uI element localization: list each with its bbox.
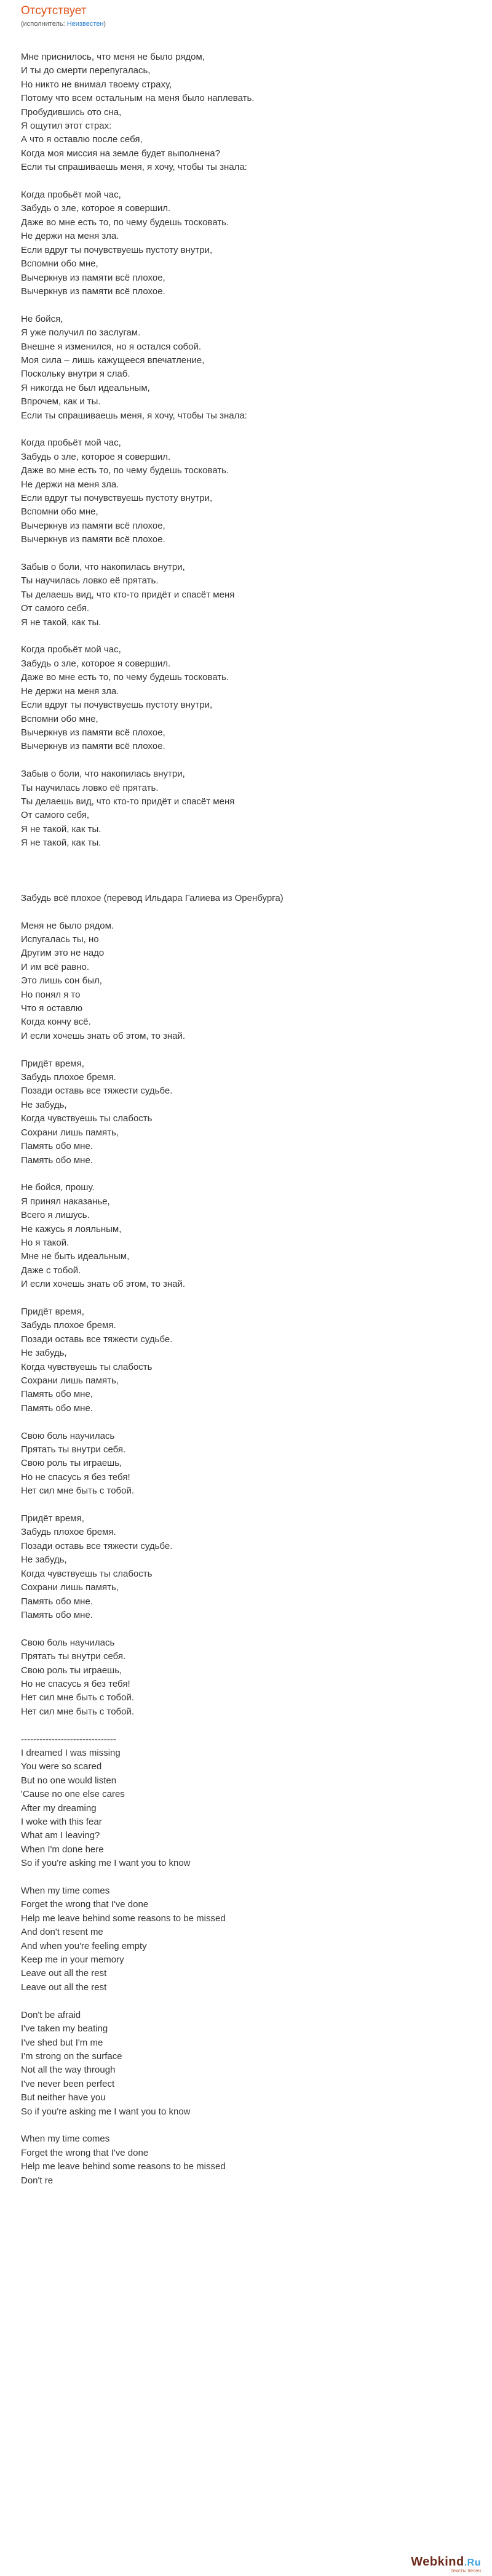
- song-header: [21, 4, 476, 29]
- logo-name: Webkind: [411, 2555, 464, 2569]
- logo-suffix: .Ru: [464, 2558, 481, 2568]
- logo-tagline: тексты песен: [451, 2568, 481, 2574]
- logo-wordmark: [411, 2555, 481, 2569]
- song-performer-line: [21, 20, 476, 29]
- lyrics-text: Мне приснилось, что меня не было рядом, И ты до смерти перепугалась, Но никто не внимал твоему страху, Потому что всем остальным на меня было наплевать. Пробудившись ото сна, Я ощутил этот страх: А что я оставлю после себя, Когда моя миссия на земле будет выполнена? Если ты спрашиваешь меня, я хочу, чтобы ты знала: Когда пробьёт мой час, Забудь о зле, которое я совершил. Даже во мне есть то, по чему будешь тосковать. Не держи на меня зла. Если вдруг ты почувствуешь пустоту внутри, Вспомни обо мне, Вычеркнув из памяти всё плохое, Вычеркнув из памяти всё плохое. Не бойся, Я уже получил по заслугам. Внешне я изменился, но я остался собой. Моя сила – лишь кажущееся впечатление, Поскольку внутри я слаб. Я никогда не был идеальным, Впрочем, как и ты. Если ты спрашиваешь меня, я хочу, чтобы ты знала: Когда пробьёт мой час, Забудь о зле, которое я совершил. Даже во мне есть то, по чему будешь тосковать. Не держи на меня зла. Если вдруг ты почувствуешь пустоту внутри, Вспомни обо мне, Вычеркнув из памяти всё плохое, Вычеркнув из памяти всё плохое. Забыв о боли, что накопилась внутри, Ты научилась ловко её прятать. Ты делаешь вид, что кто-то придёт и спасёт меня От самого себя. Я не такой, как ты. Когда пробьёт мой час, Забудь о зле, которое я совершил. Даже во мне есть то, по чему будешь тосковать. Не держи на меня зла. Если вдруг ты почувствуешь пустоту внутри, Вспомни обо мне, Вычеркнув из памяти всё плохое, Вычеркнув из памяти всё плохое. Забыв о боли, что накопилась внутри, Ты научилась ловко её прятать. Ты делаешь вид, что кто-то придёт и спасёт меня От самого себя, Я не такой, как ты. Я не такой, как ты. Забудь всё плохое (перевод Ильдара Галиева из Оренбурга) Меня не было рядом. Испугалась ты, но Другим это не надо И им всё равно. Это лишь сон был, Но понял я то Что я оставлю Когда кончу всё. И если хочешь знать об этом, то знай. Придёт время, Забудь плохое бремя. Позади оставь все тяжести судьбе. Не забудь, Когда чувствуешь ты слабость Сохрани лишь память, Память обо мне. Память обо мне. Не бойся, прошу. Я принял наказанье, Всего я лишусь. Не кажусь я лояльным, Но я такой. Мне не быть идеальным, Даже с тобой. И если хочешь знать об этом, то знай. Придёт время, Забудь плохое бремя. Позади оставь все тяжести судьбе. Не забудь, Когда чувствуешь ты слабость Сохрани лишь память, Память обо мне, Память обо мне. Свою боль научилась Прятать ты внутри себя. Свою роль ты играешь, Но не спасусь я без тебя! Нет сил мне быть с тобой. Придёт время, Забудь плохое бремя. Позади оставь все тяжести судьбе. Не забудь, Когда чувствуешь ты слабость Сохрани лишь память, Память обо мне. Память обо мне. Свою боль научилась Прятать ты внутри себя. Свою роль ты играешь, Но не спасусь я без тебя! Нет сил мне быть с тобой. Нет сил мне быть с тобой. ------------------------------- I dreamed I was missing You were so scared But no one would listen 'Cause no one else cares After my dreaming I woke with this fear What am I leaving? When I'm done here So if you're asking me I want you to know When my time comes Forget the wrong that I've done Help me leave behind some reasons to be missed And don't resent me And when you're feeling empty Keep me in your memory Leave out all the rest Leave out all the rest Don't be afraid I've taken my beating I've shed but I'm me I'm strong on the surface Not all the way through I've never been perfect But neither have you So if you're asking me I want you to know When my time comes Forget the wrong that I've done Help me leave behind some reasons to be missed Don't re: [21, 52, 284, 2186]
- performer-prefix: (исполнитель:: [21, 20, 67, 28]
- song-title: Отсутствует: [21, 4, 87, 17]
- performer-suffix: ): [103, 20, 106, 28]
- performer-link[interactable]: Неизвестен: [66, 20, 104, 28]
- site-logo[interactable]: [411, 2555, 481, 2574]
